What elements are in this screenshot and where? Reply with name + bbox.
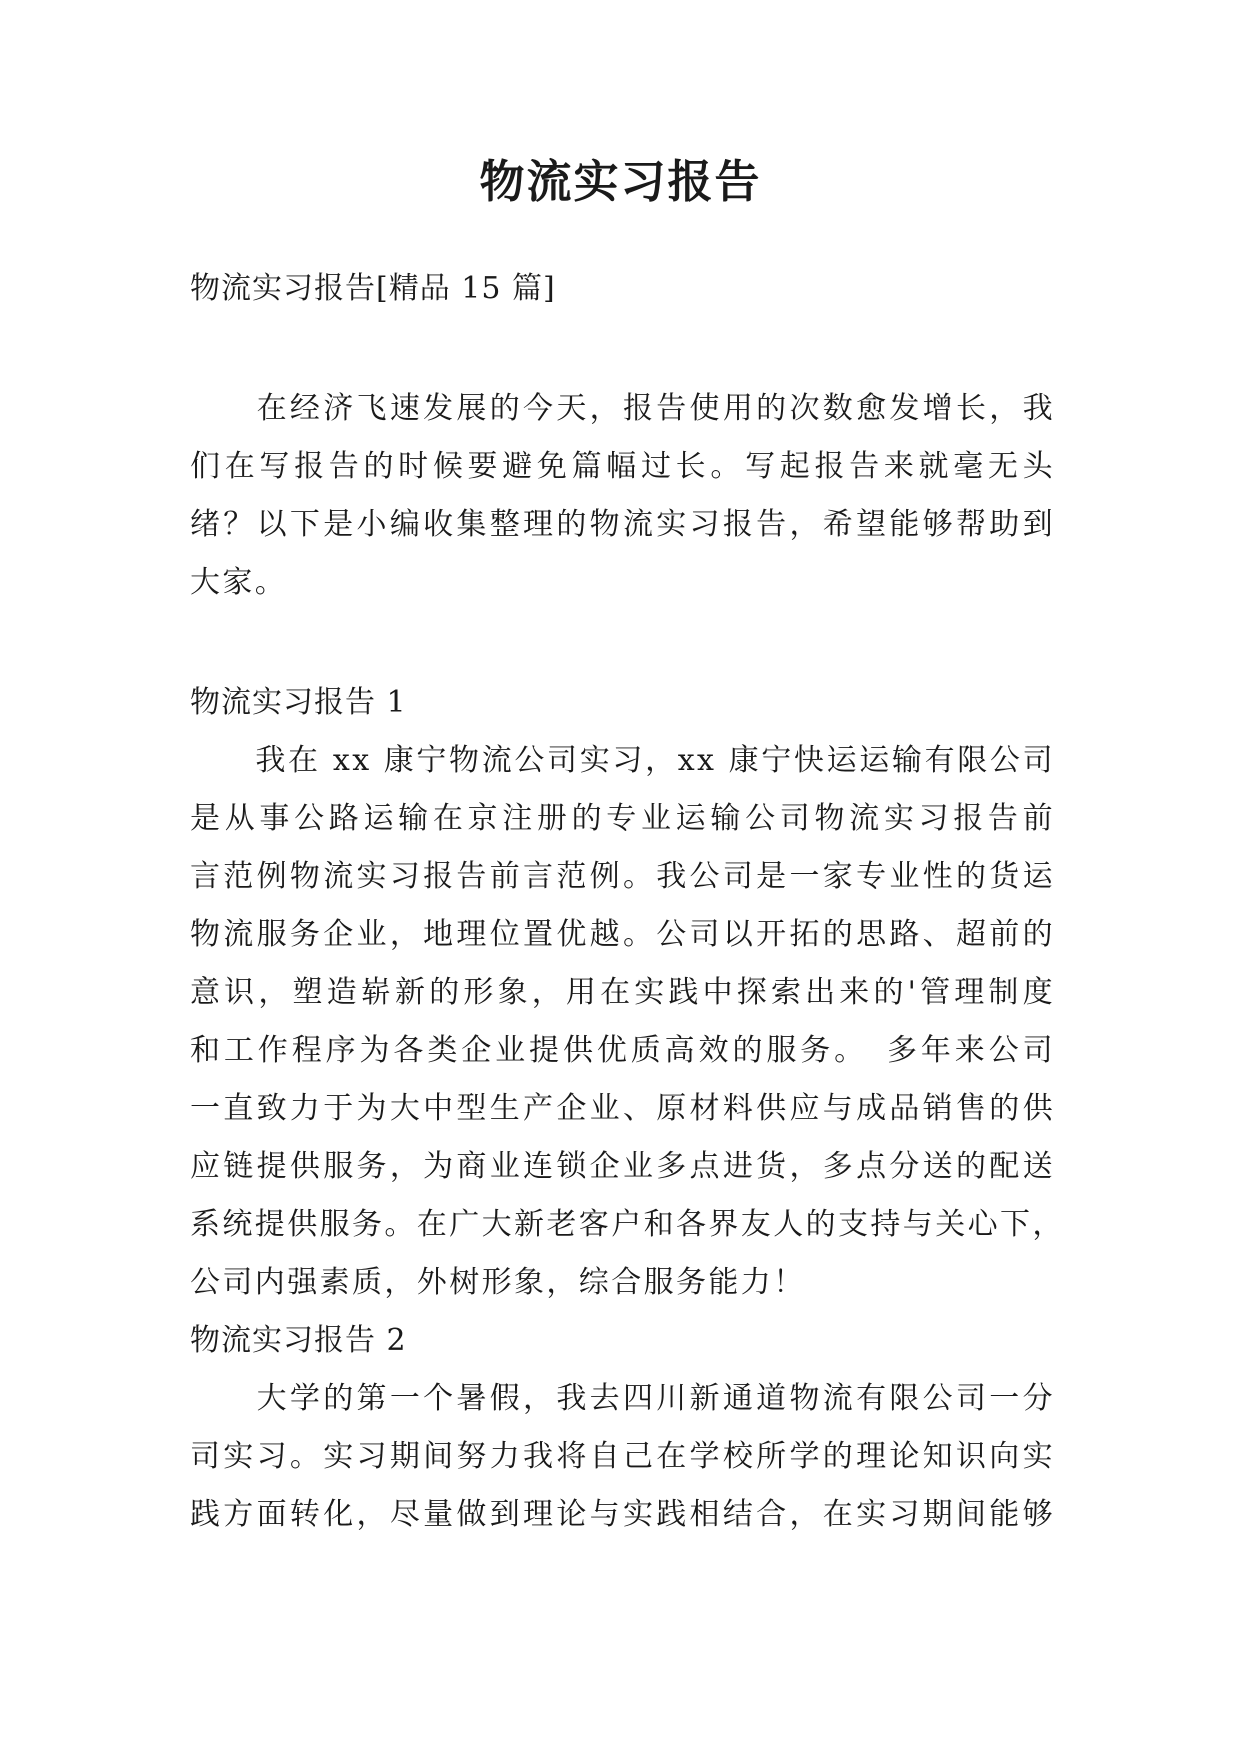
paragraph-line: 物流服务企业，地理位置优越。公司以开拓的思路、超前的	[190, 917, 1055, 952]
section-2	[190, 1312, 1055, 1544]
paragraph-line: 绪？以下是小编收集整理的物流实习报告，希望能够帮助到	[190, 507, 1055, 542]
paragraph-line: 大学的第一个暑假，我去四川新通道物流有限公司一分	[190, 1381, 1055, 1416]
section-heading: 物流实习报告 2	[190, 1323, 407, 1358]
section-1	[190, 674, 1065, 1312]
paragraph-line: 一直致力于为大中型生产企业、原材料供应与成品销售的供	[190, 1091, 1055, 1126]
paragraph-line: 是从事公路运输在京注册的专业运输公司物流实习报告前	[190, 801, 1055, 836]
paragraph-line: 和工作程序为各类企业提供优质高效的服务。 多年来公司	[190, 1033, 1055, 1068]
document-subtitle: 物流实习报告[精品 15 篇]	[190, 271, 556, 306]
paragraph-line: 大家。	[190, 565, 288, 600]
intro-paragraph	[190, 380, 1055, 612]
paragraph-line: 言范例物流实习报告前言范例。我公司是一家专业性的货运	[190, 859, 1055, 894]
paragraph-line: 在经济飞速发展的今天，报告使用的次数愈发增长，我	[190, 391, 1055, 426]
spacer	[190, 612, 1055, 674]
spacer	[190, 318, 1055, 380]
paragraph-line: 我在 xx 康宁物流公司实习，xx 康宁快运运输有限公司	[190, 743, 1055, 778]
paragraph-line: 系统提供服务。在广大新老客户和各界友人的支持与关心下，	[190, 1207, 1065, 1242]
document-body	[190, 260, 1065, 1544]
document-title: 物流实习报告	[479, 155, 762, 208]
paragraph-line: 应链提供服务，为商业连锁企业多点进货，多点分送的配送	[190, 1149, 1055, 1184]
paragraph-line: 们在写报告的时候要避免篇幅过长。写起报告来就毫无头	[190, 449, 1055, 484]
paragraph-line: 司实习。实习期间努力我将自己在学校所学的理论知识向实	[190, 1439, 1055, 1474]
paragraph-line: 践方面转化，尽量做到理论与实践相结合，在实习期间能够	[190, 1497, 1055, 1532]
section-heading: 物流实习报告 1	[190, 685, 407, 720]
paragraph-line: 公司内强素质，外树形象，综合服务能力！	[190, 1265, 806, 1300]
paragraph-line: 意识，塑造崭新的形象，用在实践中探索出来的'管理制度	[190, 975, 1055, 1010]
